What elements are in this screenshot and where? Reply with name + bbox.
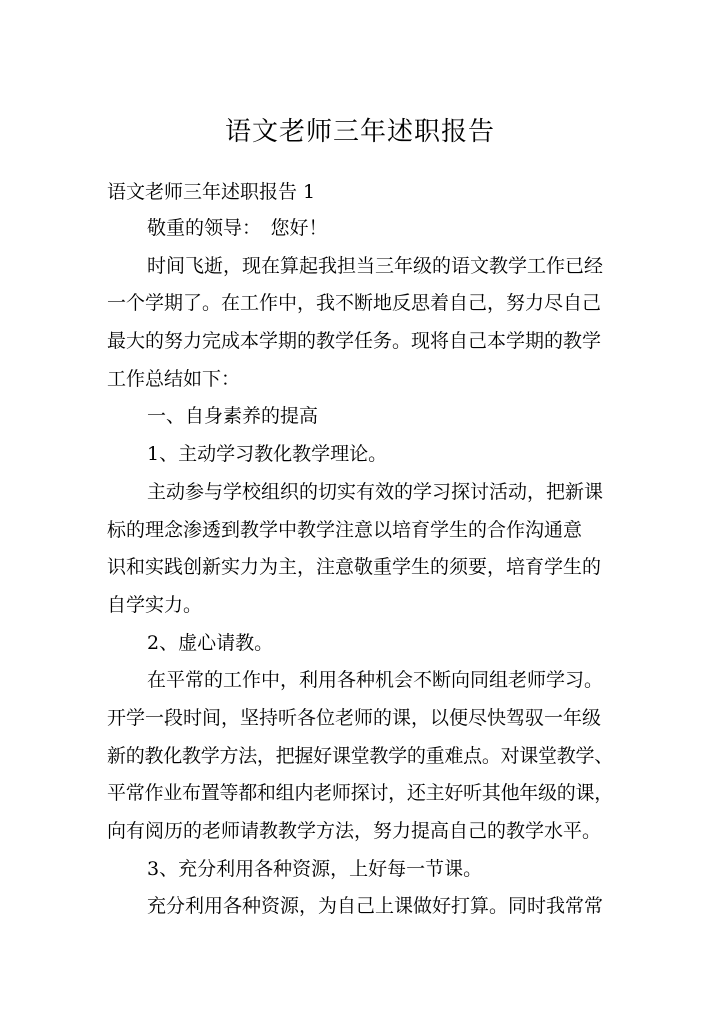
body-text-line: 自学实力。 <box>107 594 203 616</box>
section-heading: 语文老师三年述职报告 1 <box>107 181 316 203</box>
list-item-heading: 1、主动学习教化教学理论。 <box>147 443 388 465</box>
subheading-line: 一、自身素养的提高 <box>147 405 319 427</box>
body-text-line: 向有阅历的老师请教教学方法，努力提高自己的教学水平。 <box>107 820 602 842</box>
body-text-line: 新的教化教学方法，把握好课堂教学的重难点。对课堂教学、 <box>107 745 614 767</box>
body-text-line: 在平常的工作中，利用各种机会不断向同组老师学习。 <box>147 669 604 691</box>
body-text-line: 识和实践创新实力为主，注意敬重学生的须要，培育学生的 <box>107 556 602 578</box>
body-text-line: 开学一段时间，坚持听各位老师的课，以便尽快驾驭一年级 <box>107 707 602 729</box>
body-text-line: 平常作业布置等都和组内老师探讨，还主好听其他年级的课， <box>107 782 614 804</box>
document-title: 语文老师三年述职报告 <box>224 117 495 147</box>
list-item-heading: 3、充分利用各种资源，上好每一节课。 <box>147 858 483 880</box>
body-text-line: 标的理念渗透到教学中教学注意以培育学生的合作沟通意 <box>107 519 583 541</box>
body-text-line: 一个学期了。在工作中，我不断地反思着自己，努力尽自己 <box>107 292 602 314</box>
list-item-heading: 2、虚心请教。 <box>147 632 274 654</box>
greeting-line: 敬重的领导： 您好！ <box>147 217 328 239</box>
body-text-line: 充分利用各种资源，为自己上课做好打算。同时我常常 <box>147 895 604 917</box>
body-text-line: 最大的努力完成本学期的教学任务。现将自己本学期的教学 <box>107 330 602 352</box>
body-text-line: 工作总结如下： <box>107 368 241 390</box>
body-text-line: 主动参与学校组织的切实有效的学习探讨活动，把新课 <box>147 481 604 503</box>
body-text-line: 时间飞逝，现在算起我担当三年级的语文教学工作已经 <box>147 255 604 277</box>
